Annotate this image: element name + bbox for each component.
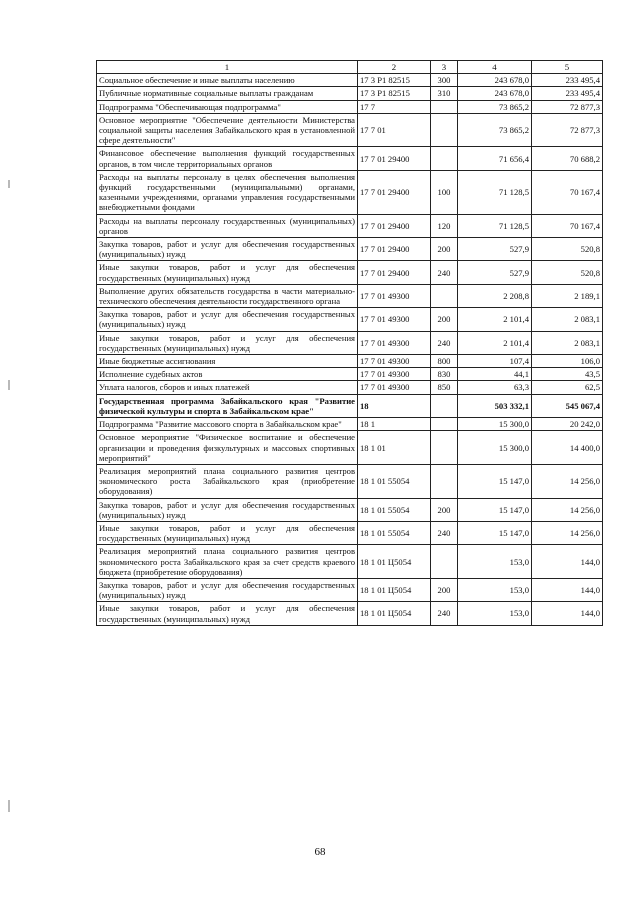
- row-name-cell: Расходы на выплаты персоналу в целях обеспечения выполнения функций государственными (муниципальными) органами, казенными учреждениями, органами управления государственными внебюджетными фондами: [97, 170, 358, 214]
- row-code-cell: 18 1 01 55054: [358, 498, 431, 521]
- left-margin-mark: [8, 800, 10, 812]
- row-type-cell: 200: [431, 238, 458, 261]
- row-code-cell: 18 1: [358, 418, 431, 431]
- table-row: [97, 87, 603, 100]
- row-name-cell: Государственная программа Забайкальского края "Развитие физической культуры и спорта в Забайкальском крае": [97, 394, 358, 417]
- row-code-cell: 17 7 01 49300: [358, 308, 431, 331]
- row-code-cell: 17 7 01 49300: [358, 331, 431, 354]
- row-value-2-cell: 144,0: [532, 545, 603, 579]
- table-row: [97, 113, 603, 147]
- row-name-cell: Закупка товаров, работ и услуг для обеспечения государственных (муниципальных) нужд: [97, 578, 358, 601]
- left-margin-mark: [8, 380, 10, 390]
- header-cell-3: 3: [431, 61, 458, 74]
- row-value-1-cell: 243 678,0: [458, 74, 532, 87]
- row-value-2-cell: 14 256,0: [532, 464, 603, 498]
- row-code-cell: 18 1 01 Ц5054: [358, 602, 431, 625]
- row-code-cell: 18 1 01 Ц5054: [358, 578, 431, 601]
- row-value-1-cell: 71 656,4: [458, 147, 532, 170]
- row-name-cell: Финансовое обеспечение выполнения функций государственных органов, в том числе территориальных органов: [97, 147, 358, 170]
- table-row: [97, 147, 603, 170]
- row-value-1-cell: 243 678,0: [458, 87, 532, 100]
- row-value-2-cell: 43,5: [532, 368, 603, 381]
- row-value-1-cell: 527,9: [458, 261, 532, 284]
- row-value-2-cell: 144,0: [532, 578, 603, 601]
- header-cell-1: 1: [97, 61, 358, 74]
- table-row: [97, 368, 603, 381]
- row-value-2-cell: 14 256,0: [532, 498, 603, 521]
- row-code-cell: 18 1 01 Ц5054: [358, 545, 431, 579]
- row-type-cell: 240: [431, 602, 458, 625]
- row-type-cell: 310: [431, 87, 458, 100]
- table-row: [97, 261, 603, 284]
- row-value-1-cell: 73 865,2: [458, 100, 532, 113]
- row-value-2-cell: 233 495,4: [532, 87, 603, 100]
- row-value-2-cell: 14 400,0: [532, 431, 603, 465]
- row-name-cell: Основное мероприятие "Обеспечение деятельности Министерства социальной защиты населения Забайкальского края в установленной сфере деятельности": [97, 113, 358, 147]
- row-value-1-cell: 71 128,5: [458, 170, 532, 214]
- table-row: [97, 464, 603, 498]
- row-value-1-cell: 153,0: [458, 545, 532, 579]
- row-value-1-cell: 15 300,0: [458, 431, 532, 465]
- row-name-cell: Социальное обеспечение и иные выплаты населению: [97, 74, 358, 87]
- row-name-cell: Основное мероприятие "Физическое воспитание и обеспечение организации и проведения физкультурных и массовых спортивных мероприятий": [97, 431, 358, 465]
- row-code-cell: 17 7 01: [358, 113, 431, 147]
- row-type-cell: 300: [431, 74, 458, 87]
- row-value-1-cell: 2 101,4: [458, 308, 532, 331]
- row-value-2-cell: 20 242,0: [532, 418, 603, 431]
- row-value-1-cell: 63,3: [458, 381, 532, 394]
- row-code-cell: 17 7 01 49300: [358, 368, 431, 381]
- row-type-cell: 830: [431, 368, 458, 381]
- row-name-cell: Иные бюджетные ассигнования: [97, 355, 358, 368]
- row-code-cell: 17 7 01 29400: [358, 261, 431, 284]
- row-type-cell: [431, 100, 458, 113]
- row-name-cell: Уплата налогов, сборов и иных платежей: [97, 381, 358, 394]
- table-header-row: [97, 61, 603, 74]
- row-code-cell: 17 7 01 49300: [358, 355, 431, 368]
- row-type-cell: [431, 431, 458, 465]
- table-row: [97, 431, 603, 465]
- row-value-1-cell: 44,1: [458, 368, 532, 381]
- row-value-2-cell: 72 877,3: [532, 100, 603, 113]
- table-row: [97, 578, 603, 601]
- header-cell-2: 2: [358, 61, 431, 74]
- table-row: [97, 238, 603, 261]
- left-margin-mark: [8, 180, 10, 188]
- row-type-cell: 850: [431, 381, 458, 394]
- row-code-cell: 17 7 01 29400: [358, 238, 431, 261]
- row-value-2-cell: 72 877,3: [532, 113, 603, 147]
- table-row: [97, 355, 603, 368]
- row-value-1-cell: 153,0: [458, 602, 532, 625]
- row-value-1-cell: 15 147,0: [458, 521, 532, 544]
- row-name-cell: Иные закупки товаров, работ и услуг для обеспечения государственных (муниципальных) нужд: [97, 331, 358, 354]
- table-row: [97, 284, 603, 307]
- row-type-cell: 200: [431, 578, 458, 601]
- row-type-cell: [431, 418, 458, 431]
- row-value-2-cell: 233 495,4: [532, 74, 603, 87]
- row-value-1-cell: 2 208,8: [458, 284, 532, 307]
- row-code-cell: 17 3 Р1 82515: [358, 74, 431, 87]
- row-name-cell: Подпрограмма "Обеспечивающая подпрограмма": [97, 100, 358, 113]
- row-value-2-cell: 144,0: [532, 602, 603, 625]
- row-type-cell: [431, 464, 458, 498]
- row-code-cell: 17 7 01 29400: [358, 214, 431, 237]
- row-value-2-cell: 520,8: [532, 261, 603, 284]
- row-code-cell: 18: [358, 394, 431, 417]
- table-row: [97, 74, 603, 87]
- row-value-2-cell: 70 688,2: [532, 147, 603, 170]
- row-value-1-cell: 107,4: [458, 355, 532, 368]
- row-name-cell: Иные закупки товаров, работ и услуг для обеспечения государственных (муниципальных) нужд: [97, 261, 358, 284]
- row-type-cell: [431, 113, 458, 147]
- row-value-1-cell: 15 300,0: [458, 418, 532, 431]
- row-name-cell: Закупка товаров, работ и услуг для обеспечения государственных (муниципальных) нужд: [97, 308, 358, 331]
- row-value-1-cell: 527,9: [458, 238, 532, 261]
- table-row: [97, 214, 603, 237]
- row-name-cell: Реализация мероприятий плана социального развития центров экономического роста Забайкальского края (приобретение оборудования): [97, 464, 358, 498]
- row-name-cell: Подпрограмма "Развитие массового спорта в Забайкальском крае": [97, 418, 358, 431]
- row-type-cell: 120: [431, 214, 458, 237]
- header-cell-5: 5: [532, 61, 603, 74]
- row-name-cell: Исполнение судебных актов: [97, 368, 358, 381]
- row-value-2-cell: 106,0: [532, 355, 603, 368]
- row-name-cell: Закупка товаров, работ и услуг для обеспечения государственных (муниципальных) нужд: [97, 238, 358, 261]
- row-value-2-cell: 2 189,1: [532, 284, 603, 307]
- row-code-cell: 17 7 01 29400: [358, 147, 431, 170]
- row-code-cell: 17 3 Р1 82515: [358, 87, 431, 100]
- row-code-cell: 17 7 01 49300: [358, 284, 431, 307]
- row-value-1-cell: 15 147,0: [458, 464, 532, 498]
- row-value-1-cell: 153,0: [458, 578, 532, 601]
- row-name-cell: Реализация мероприятий плана социального развития центров экономического роста Забайкальского края за счет средств краевого бюджета (приобретение оборудования): [97, 545, 358, 579]
- row-name-cell: Закупка товаров, работ и услуг для обеспечения государственных (муниципальных) нужд: [97, 498, 358, 521]
- row-type-cell: [431, 147, 458, 170]
- row-type-cell: [431, 545, 458, 579]
- row-type-cell: 200: [431, 498, 458, 521]
- row-type-cell: 240: [431, 521, 458, 544]
- page-number: 68: [314, 846, 326, 858]
- row-type-cell: 240: [431, 261, 458, 284]
- row-value-2-cell: 70 167,4: [532, 170, 603, 214]
- row-value-2-cell: 520,8: [532, 238, 603, 261]
- row-value-1-cell: 15 147,0: [458, 498, 532, 521]
- table-row: [97, 100, 603, 113]
- row-value-1-cell: 71 128,5: [458, 214, 532, 237]
- table-row: [97, 170, 603, 214]
- row-value-2-cell: 70 167,4: [532, 214, 603, 237]
- row-type-cell: [431, 284, 458, 307]
- row-code-cell: 18 1 01 55054: [358, 521, 431, 544]
- budget-table: [96, 60, 603, 626]
- row-value-2-cell: 545 067,4: [532, 394, 603, 417]
- row-name-cell: Иные закупки товаров, работ и услуг для обеспечения государственных (муниципальных) нужд: [97, 521, 358, 544]
- table-row: [97, 418, 603, 431]
- row-code-cell: 18 1 01: [358, 431, 431, 465]
- table-row: [97, 394, 603, 417]
- row-value-1-cell: 73 865,2: [458, 113, 532, 147]
- row-code-cell: 17 7 01 49300: [358, 381, 431, 394]
- table-row: [97, 521, 603, 544]
- row-type-cell: 240: [431, 331, 458, 354]
- row-type-cell: [431, 394, 458, 417]
- row-type-cell: 100: [431, 170, 458, 214]
- row-value-1-cell: 2 101,4: [458, 331, 532, 354]
- row-type-cell: 200: [431, 308, 458, 331]
- row-name-cell: Выполнение других обязательств государства в части материально-технического обеспечения деятельности государственного органа: [97, 284, 358, 307]
- row-value-2-cell: 14 256,0: [532, 521, 603, 544]
- row-code-cell: 18 1 01 55054: [358, 464, 431, 498]
- table-row: [97, 545, 603, 579]
- row-name-cell: Публичные нормативные социальные выплаты гражданам: [97, 87, 358, 100]
- row-value-2-cell: 2 083,1: [532, 308, 603, 331]
- row-code-cell: 17 7: [358, 100, 431, 113]
- table-row: [97, 308, 603, 331]
- row-value-2-cell: 2 083,1: [532, 331, 603, 354]
- table-body: [97, 74, 603, 626]
- row-value-2-cell: 62,5: [532, 381, 603, 394]
- table-row: [97, 331, 603, 354]
- table-row: [97, 381, 603, 394]
- row-name-cell: Расходы на выплаты персоналу государственных (муниципальных) органов: [97, 214, 358, 237]
- table-row: [97, 602, 603, 625]
- header-cell-4: 4: [458, 61, 532, 74]
- row-value-1-cell: 503 332,1: [458, 394, 532, 417]
- row-name-cell: Иные закупки товаров, работ и услуг для обеспечения государственных (муниципальных) нужд: [97, 602, 358, 625]
- row-type-cell: 800: [431, 355, 458, 368]
- row-code-cell: 17 7 01 29400: [358, 170, 431, 214]
- table-row: [97, 498, 603, 521]
